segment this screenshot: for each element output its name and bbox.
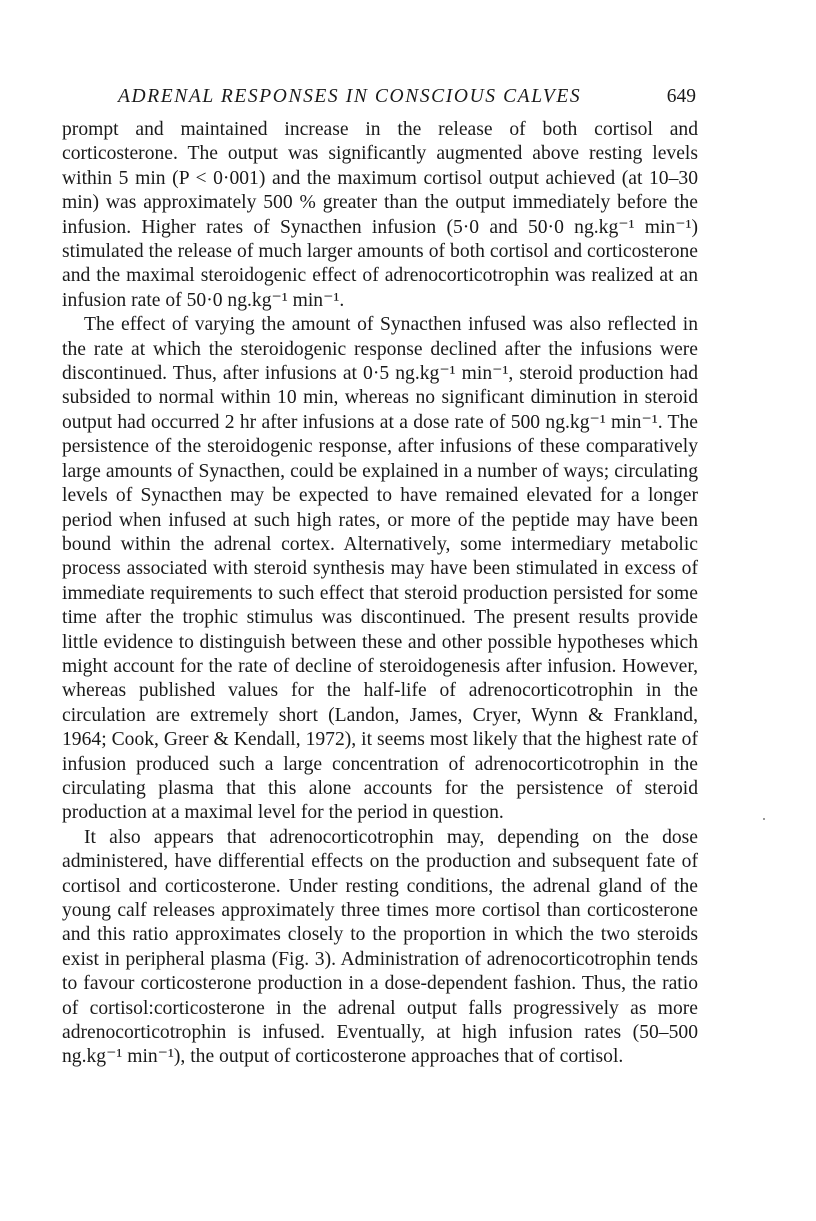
scan-speck <box>763 818 765 820</box>
page <box>62 84 698 1070</box>
paragraph-continued: prompt and maintained increase in the release of both cortisol and corticosterone. The output was significantly augmented above resting levels within 5 min (P < 0·001) and the maximum cortisol output achieved (at 10–30 min) was approximately 500 % greater than the output immediately before the infusion. Higher rates of Synacthen infusion (5·0 and 50·0 ng.kg⁻¹ min⁻¹) stimulated the release of much larger amounts of both cortisol and corticosterone and the maximal steroidogenic effect of adrenocorticotrophin was realized at an infusion rate of 50·0 ng.kg⁻¹ min⁻¹. <box>62 119 698 311</box>
page-number: 649 <box>666 86 696 107</box>
article-body <box>62 118 698 1070</box>
paragraph-synacthen-dose: The effect of varying the amount of Synacthen infused was also reflected in the rate at which the steroidogenic response declined after the infusions were discontinued. Thus, after infusions at 0·5 ng.kg⁻¹ min⁻¹, steroid production had subsided to normal within 10 min, whereas no significant diminution in steroid output had occurred 2 hr after infusions at a dose rate of 500 ng.kg⁻¹ min⁻¹. The persistence of the steroidogenic response, after infusions of these comparatively large amounts of Synacthen, could be explained in a number of ways; circulating levels of Synacthen may be expected to have remained elevated for a longer period when infused at such high rates, or more of the peptide may have been bound within the adrenal cortex. Alternatively, some intermediary metabolic process associated with steroid synthesis may have been stimulated in excess of immediate requirements to such effect that steroid production persisted for some time after the trophic stimulus was discontinued. The present results provide little evidence to distinguish between these and other possible hypotheses which might account for the rate of decline of steroidogenesis after infusion. However, whereas published values for the half-life of adrenocorticotrophin in the circulation are extremely short (Landon, James, Cryer, Wynn & Frankland, 1964; Cook, Greer & Kendall, 1972), it seems most likely that the highest rate of infusion produced such a large concentration of adrenocorticotrophin in the circulating plasma that this alone accounts for the persistence of steroid production at a maximal level for the period in question. <box>62 314 698 824</box>
running-title: ADRENAL RESPONSES IN CONSCIOUS CALVES <box>118 86 582 107</box>
paragraph-differential-effects: It also appears that adrenocorticotrophin may, depending on the dose administered, have differential effects on the production and subsequent fate of cortisol and corticosterone. Under resting conditions, the adrenal gland of the young calf releases approximately three times more cortisol than corticosterone and this ratio approximates closely to the proportion in which the two steroids exist in peripheral plasma (Fig. 3). Administration of adrenocorticotrophin tends to favour corticosterone production in a dose-dependent fashion. Thus, the ratio of cortisol:corticosterone in the adrenal output falls progressively as more adrenocorticotrophin is infused. Eventually, at high infusion rates (50–500 ng.kg⁻¹ min⁻¹), the output of corticosterone approaches that of cortisol. <box>62 826 698 1068</box>
running-head <box>62 84 698 118</box>
